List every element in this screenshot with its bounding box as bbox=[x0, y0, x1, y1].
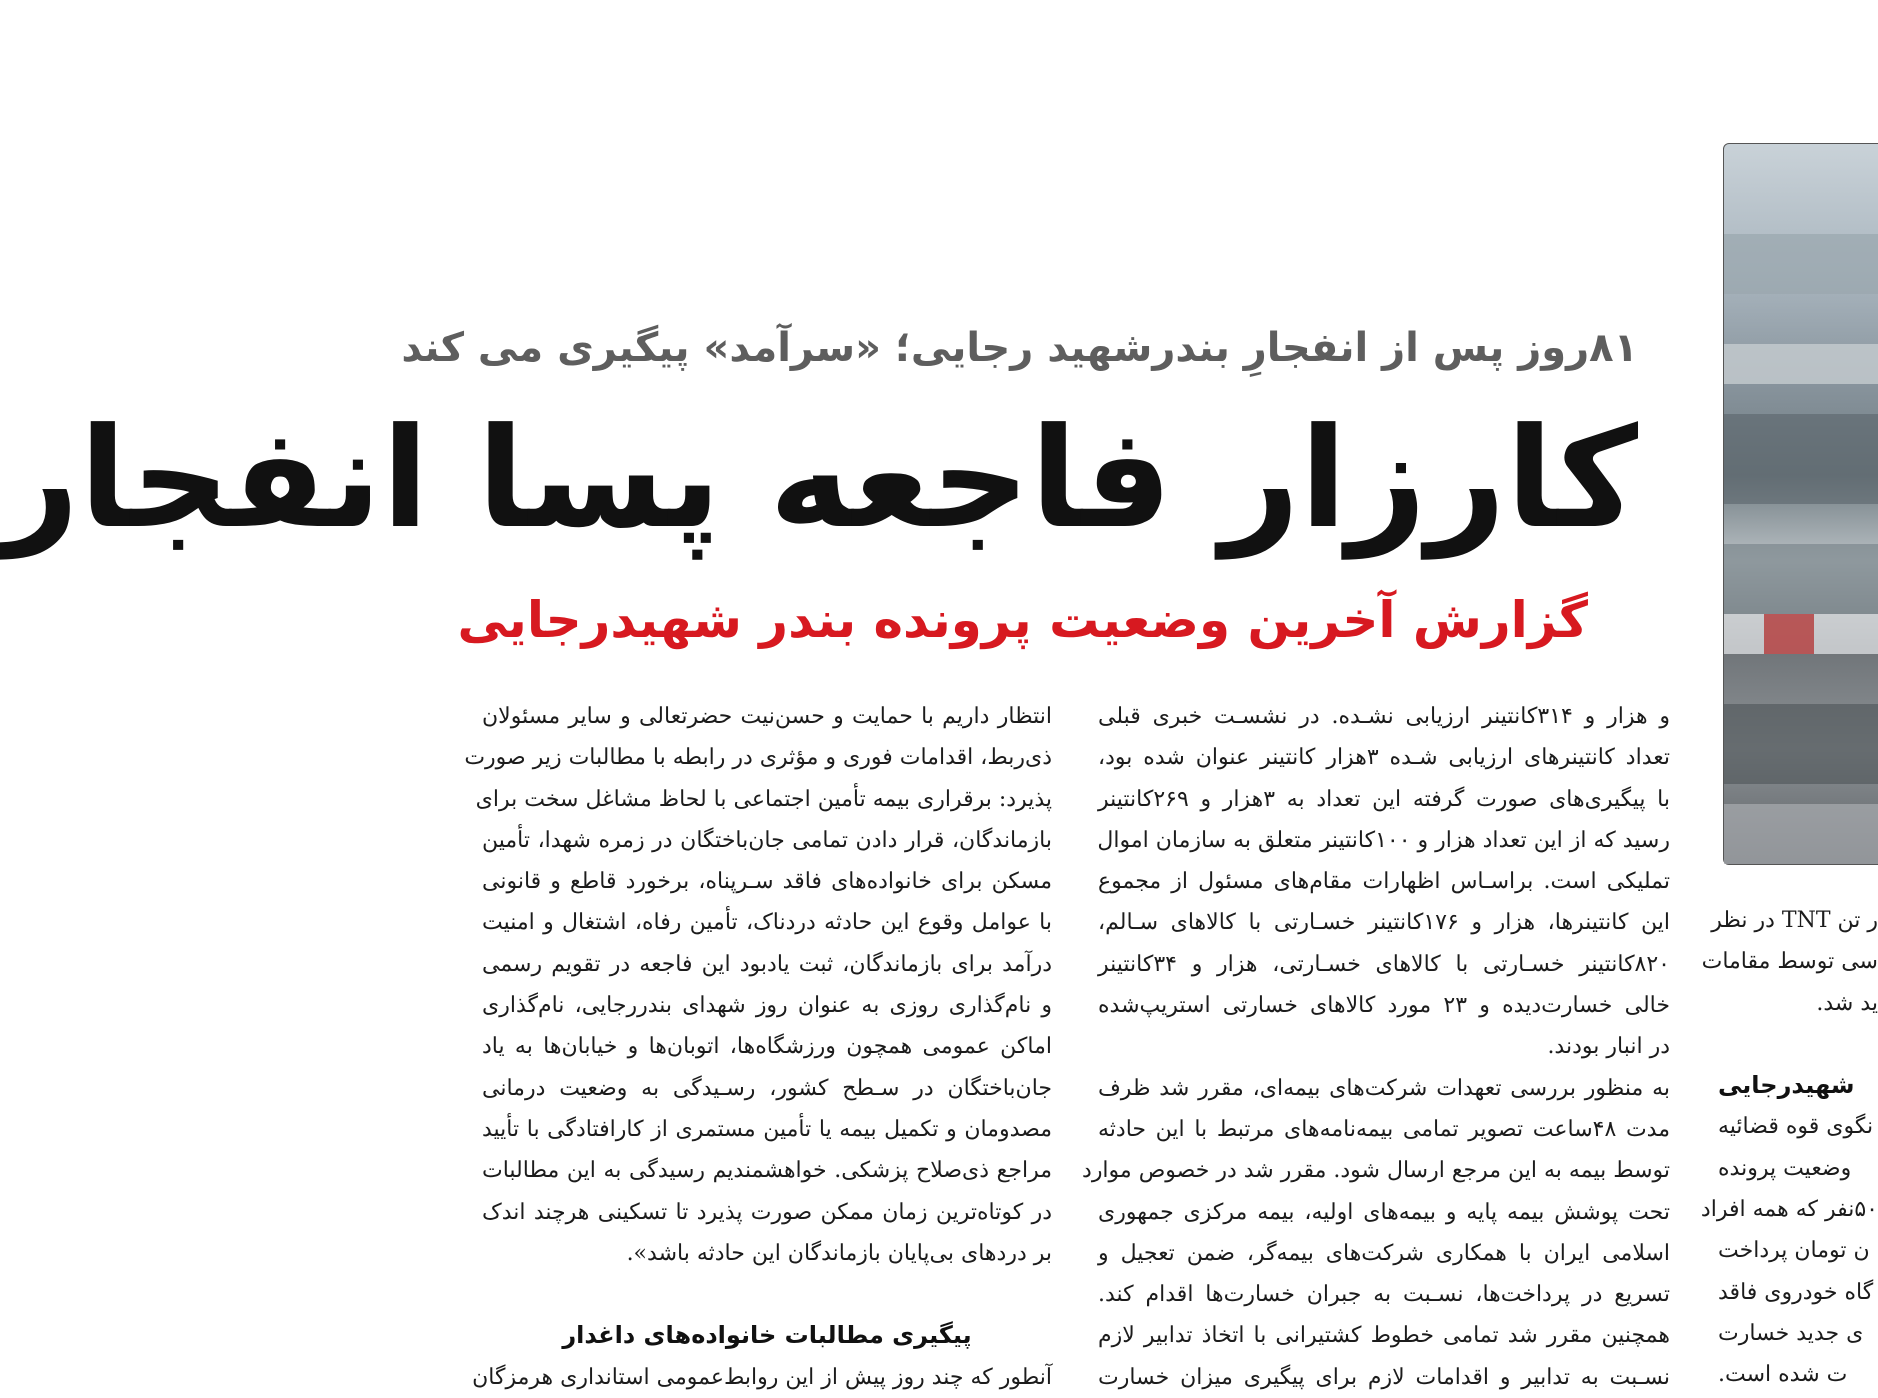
text-line: به منظور بررسی تعهدات شرکت‌های بیمه‌ای، مقرر شد ظرف bbox=[1098, 1075, 1670, 1101]
text-line: وضعیت پرونده bbox=[1718, 1155, 1852, 1181]
text-line: با پیگیری‌های صورت گرفته این تعداد به ۳هزار و ۲۶۹کانتینر bbox=[1098, 786, 1671, 812]
text-line: اسلامی ایران با همکاری شرکت‌های بیمه‌گر، ضمن تعجیل و bbox=[1098, 1240, 1670, 1266]
body-column-center bbox=[1082, 696, 1671, 1398]
text-line: بازماندگان، قرار دادن تمامی جان‌باختگان در زمره شهدا، تأمین bbox=[482, 827, 1052, 853]
article-subhead: گزارش آخرین وضعیت پرونده بندر شهیدرجایی bbox=[457, 591, 1588, 649]
text-line: بر دردهای بی‌پایان بازماندگان این حادثه باشد». bbox=[626, 1240, 1052, 1266]
text-line: تملیکی است. براسـاس اظهارات مقام‌های مسئول از مجموع bbox=[1098, 869, 1670, 895]
text-line: رسید که از این تعداد هزار و ۱۰۰کانتینر متعلق به سازمان اموال bbox=[1097, 827, 1670, 853]
text-line: مسکن برای خانواده‌های فاقد سـرپناه، برخورد قاطع و قانونی bbox=[482, 869, 1052, 895]
text-line: ر تن TNT در نظر bbox=[1711, 908, 1878, 933]
text-line: مراجع ذی‌صلاح پزشکی. خواهشمندیم رسیدگی به این مطالبات bbox=[482, 1158, 1052, 1184]
text-line: و هزار و ۳۱۴کانتینر ارزیابی نشـده. در نشسـت خبری قبلی bbox=[1098, 704, 1670, 729]
text-line: گاه خودروی فاقد bbox=[1718, 1279, 1874, 1305]
article-headline: کارزار فاجعه پسا انفجار bbox=[0, 398, 1638, 559]
paragraph-spacer bbox=[1718, 1024, 1878, 1065]
text-line: مدت ۴۸ساعت تصویر تمامی بیمه‌نامه‌های مرتبط با این حادثه bbox=[1098, 1116, 1670, 1142]
text-line: ۵۰نفر که همه افراد bbox=[1700, 1197, 1878, 1223]
text-line: آنطور که چند روز پیش از این روابط‌عمومی استانداری هرمزگان bbox=[472, 1364, 1052, 1390]
text-line: نسـبت به تدابیر و اقدامات لازم برای پیگیری میزان خسارت bbox=[1098, 1364, 1670, 1390]
text-line: تسریع در پرداخت‌ها، نسـبت به جبران خسارت‌ها اقدام کند. bbox=[1098, 1282, 1670, 1308]
text-line: ید شد. bbox=[1816, 990, 1878, 1016]
text-line: همچنین مقرر شد تمامی خطوط کشتیرانی با اتخاذ تدابیر لازم bbox=[1098, 1323, 1670, 1349]
text-line: سی توسط مقامات bbox=[1701, 949, 1878, 975]
text-line: ن تومان پرداخت bbox=[1718, 1238, 1870, 1264]
body-column-right bbox=[1700, 900, 1878, 1396]
text-line: مصدومان و تکمیل بیمه یا تأمین مستمری از کارافتادگی با تأیید bbox=[482, 1116, 1052, 1142]
text-line: تحت پوشش بیمه پایه و بیمه‌های اولیه، بیمه مرکزی جمهوری bbox=[1098, 1199, 1670, 1225]
text-line: ۸۲۰کانتینر خسـارتی با کالاهای خسـارتی، هزار و ۳۴کانتینر bbox=[1098, 951, 1670, 977]
text-line: ت شده است. bbox=[1718, 1362, 1848, 1388]
text-line: درآمد برای بازماندگان، ثبت یادبود این فاجعه در تقویم رسمی bbox=[482, 951, 1052, 977]
text-line: این کانتینرها، هزار و ۱۷۶کانتینر خسـارتی با کالاهای سـالم، bbox=[1098, 910, 1670, 936]
text-line: توسط بیمه به این مرجع ارسال شود. مقرر شد در خصوص موارد bbox=[1082, 1158, 1670, 1184]
body-column-left bbox=[464, 696, 1052, 1398]
text-line: در کوتاه‌ترین زمان ممکن صورت پذیرد تا تسکینی هرچند اندک bbox=[482, 1199, 1052, 1225]
text-line: نگوی قوه قضائیه bbox=[1718, 1114, 1874, 1140]
text-line: در انبار بودند. bbox=[1547, 1034, 1670, 1060]
article-kicker: ۸۱روز پس از انفجارِ بندرشهید رجایی؛ «سرآمد» پیگیری می کند bbox=[401, 325, 1638, 371]
text-line: ذی‌ربط، اقدامات فوری و مؤثری در رابطه با مطالبات زیر صورت bbox=[464, 745, 1052, 771]
section-title: شهیدرجایی bbox=[1718, 1071, 1855, 1100]
text-line: تعداد کانتینرهای ارزیابی شـده ۳هزار کانتینر عنوان شده بود، bbox=[1098, 745, 1670, 771]
section-title: پیگیری مطالبات خانواده‌های داغدار bbox=[562, 1321, 972, 1350]
text-line: جان‌باختگان در سـطح کشور، رسـیدگی به وضعیت درمانی bbox=[482, 1075, 1052, 1101]
text-line: خالی خسارت‌دیده و ۲۳ مورد کالاهای خسارتی استریپ‌شده bbox=[1098, 993, 1670, 1019]
text-line: اماکن عمومی همچون ورزشگاه‌ها، اتوبان‌ها و خیابان‌ها به یاد bbox=[482, 1034, 1052, 1060]
text-line: پذیرد: برقراری بیمه تأمین اجتماعی با لحاظ مشاغل سخت برای bbox=[475, 786, 1052, 812]
port-aerial-photo bbox=[1723, 143, 1878, 865]
text-line: انتظار داریم با حمایت و حسن‌نیت حضرتعالی و سایر مسئولان bbox=[482, 704, 1052, 729]
text-line: و نام‌گذاری روزی به عنوان روز شهدای بندررجایی، نام‌گذاری bbox=[482, 993, 1052, 1019]
paragraph-spacer bbox=[482, 1274, 1052, 1315]
text-line: ی جدید خسارت bbox=[1718, 1320, 1864, 1346]
text-line: با عوامل وقوع این حادثه دردناک، تأمین رفاه، اشتغال و امنیت bbox=[482, 910, 1052, 936]
